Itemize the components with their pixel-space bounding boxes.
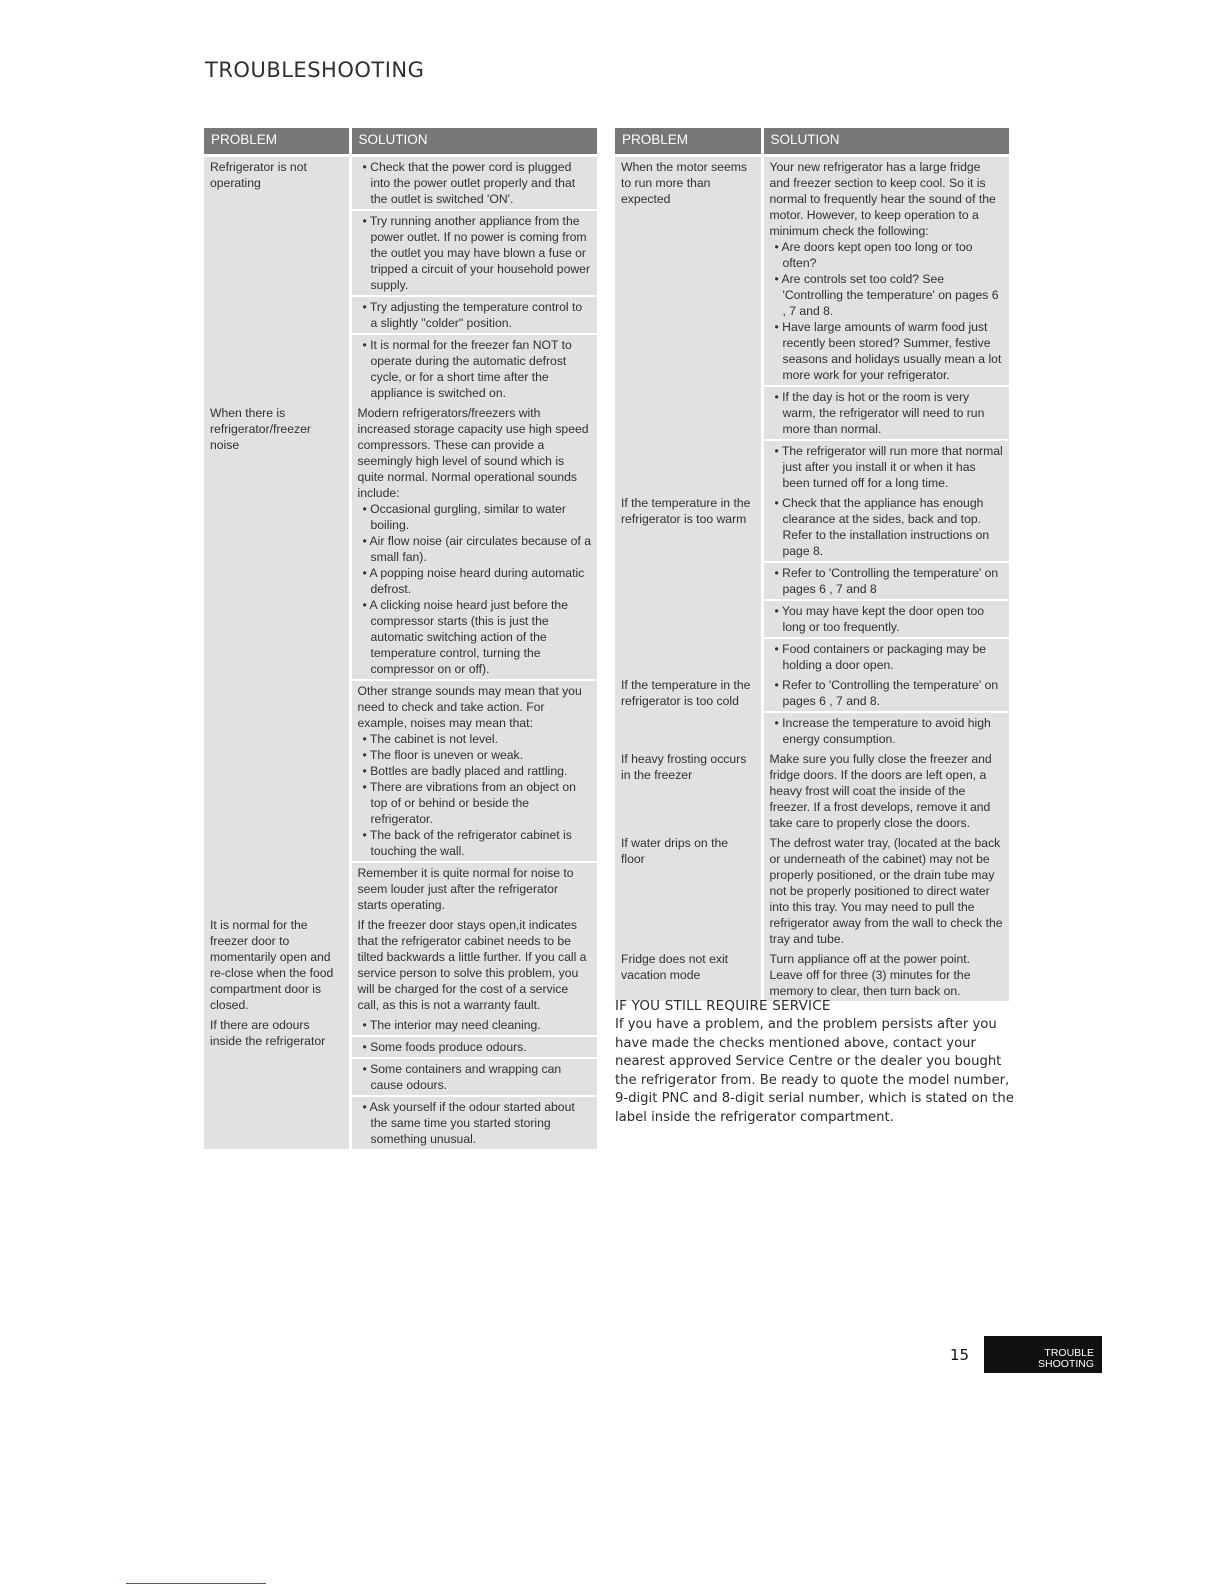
table-row <box>204 403 597 680</box>
problem-cell: It is normal for the freezer door to momentarily open and re-close when the food compartment door is closed. <box>204 915 350 1015</box>
solution-bullet: • Are controls set too cold? See 'Controlling the temperature' on pages 6 , 7 and 8. <box>774 272 999 318</box>
solution-bullet: • Some foods produce odours. <box>362 1040 527 1054</box>
solution-cell <box>350 334 597 403</box>
solution-cell <box>762 440 1009 493</box>
solution-bullet: • Food containers or packaging may be holding a door open. <box>774 642 987 672</box>
solution-bullet: • Check that the power cord is plugged into the power outlet properly and that the outlet is switched 'ON'. <box>362 160 576 206</box>
solution-cell <box>762 749 1009 833</box>
solution-text: Your new refrigerator has a large fridge and freezer section to keep cool. So it is normal to frequently hear the sound of the motor. However, to keep operation to a minimum check the following: <box>769 160 996 238</box>
solution-bullet: • Refer to 'Controlling the temperature' on pages 6 , 7 and 8 <box>774 566 999 596</box>
problem-cell: If the temperature in the refrigerator is too warm <box>615 493 762 675</box>
solution-bullet: • A popping noise heard during automatic defrost. <box>362 566 585 596</box>
table-row <box>615 833 1009 949</box>
page-title: TROUBLESHOOTING <box>205 58 425 82</box>
solution-bullet: • Occasional gurgling, similar to water boiling. <box>362 502 566 532</box>
page-number: 15 <box>950 1346 970 1364</box>
solution-bullet: • Increase the temperature to avoid high energy consumption. <box>774 716 991 746</box>
solution-bullet: • The floor is uneven or weak. <box>362 748 524 762</box>
problem-cell: Refrigerator is not operating <box>204 156 350 404</box>
table-row <box>204 915 597 1015</box>
solution-bullet: • Try adjusting the temperature control to a slightly "colder" position. <box>362 300 583 330</box>
section-tab <box>984 1336 1102 1373</box>
problem-cell: When there is refrigerator/freezer noise <box>204 403 350 915</box>
solution-text: If the freezer door stays open,it indicates that the refrigerator cabinet needs to be tilted backwards a little further. If you call a service person to solve this problem, you will be charged for the cost of a service call, as this is not a warranty fault. <box>357 918 587 1012</box>
solution-bullet: • You may have kept the door open too long or too frequently. <box>774 604 985 634</box>
solution-bullet: • There are vibrations from an object on top of or behind or beside the refrigerator. <box>362 780 576 826</box>
problem-cell: If there are odours inside the refrigerator <box>204 1015 350 1149</box>
table-row <box>204 1015 597 1036</box>
solution-cell <box>350 296 597 334</box>
solution-bullet: • If the day is hot or the room is very warm, the refrigerator will need to run more than normal. <box>774 390 985 436</box>
solution-cell <box>350 915 597 1015</box>
troubleshooting-table-left <box>204 128 597 1149</box>
solution-bullet: • Air flow noise (air circulates because of a small fan). <box>362 534 591 564</box>
solution-bullet: • Have large amounts of warm food just recently been stored? Summer, festive seasons and holidays usually mean a lot more work for your refrigerator. <box>774 320 1002 382</box>
solution-cell <box>762 562 1009 600</box>
solution-bullet: • It is normal for the freezer fan NOT to operate during the automatic defrost cycle, or for a short time after the appliance is switched on. <box>362 338 572 400</box>
solution-bullet: • Bottles are badly placed and rattling. <box>362 764 568 778</box>
solution-cell <box>350 680 597 862</box>
solution-cell <box>762 493 1009 562</box>
solution-bullet: • Try running another appliance from the power outlet. If no power is coming from the outlet you may have blown a fuse or tripped a circuit of your household power supply. <box>362 214 590 292</box>
solution-cell <box>762 712 1009 749</box>
solution-text: Turn appliance off at the power point. Leave off for three (3) minutes for the memory to clear, then turn back on. <box>769 952 971 998</box>
solution-cell <box>350 862 597 915</box>
solution-bullet: • The interior may need cleaning. <box>362 1018 541 1032</box>
solution-header: SOLUTION <box>762 128 1009 156</box>
solution-cell <box>762 156 1009 387</box>
solution-cell <box>350 1036 597 1058</box>
solution-cell <box>350 1058 597 1096</box>
problem-cell: If the temperature in the refrigerator is too cold <box>615 675 762 749</box>
section-tab-line2: SHOOTING <box>1037 1358 1094 1370</box>
footer-link-underline[interactable] <box>126 1583 266 1584</box>
solution-bullet: • Refer to 'Controlling the temperature' on pages 6 , 7 and 8. <box>774 678 999 708</box>
solution-text: Remember it is quite normal for noise to seem louder just after the refrigerator starts operating. <box>357 866 574 912</box>
solution-bullet: • The back of the refrigerator cabinet is touching the wall. <box>362 828 572 858</box>
table-row <box>615 675 1009 712</box>
solution-bullet: • Check that the appliance has enough clearance at the sides, back and top. Refer to the installation instructions on page 8. <box>774 496 990 558</box>
solution-bullet: • The refrigerator will run more that normal just after you install it or when it has been turned off for a long time. <box>774 444 1003 490</box>
solution-bullet: • The cabinet is not level. <box>362 732 498 746</box>
solution-text: Modern refrigerators/freezers with increased storage capacity use high speed compressors. These can provide a seemingly high level of sound which is quite normal. Normal operational sounds include: <box>357 406 589 500</box>
service-section <box>615 998 1015 1127</box>
solution-bullet: • Ask yourself if the odour started about the same time you started storing something unusual. <box>362 1100 575 1146</box>
table-row <box>615 156 1009 387</box>
solution-cell <box>350 403 597 680</box>
solution-text: The defrost water tray, (located at the back or underneath of the cabinet) may not be properly positioned, or the drain tube may not be properly positioned to direct water into this tray. You may need to pull the refrigerator away from the wall to check the tray and tube. <box>769 836 1003 946</box>
table-row <box>615 493 1009 562</box>
problem-cell: If heavy frosting occurs in the freezer <box>615 749 762 833</box>
solution-text: Make sure you fully close the freezer and fridge doors. If the doors are left open, a heavy frost will coat the inside of the freezer. If a frost develops, remove it and take care to properly close the doors. <box>769 752 992 830</box>
problem-cell: If water drips on the floor <box>615 833 762 949</box>
solution-cell <box>762 675 1009 712</box>
solution-cell <box>350 1096 597 1149</box>
problem-cell: Fridge does not exit vacation mode <box>615 949 762 1001</box>
solution-cell <box>350 156 597 211</box>
problem-cell: When the motor seems to run more than expected <box>615 156 762 494</box>
table-row <box>615 749 1009 833</box>
solution-cell <box>350 210 597 296</box>
section-tab-line1: TROUBLE <box>1044 1347 1094 1359</box>
problem-header: PROBLEM <box>204 128 350 156</box>
problem-header: PROBLEM <box>615 128 762 156</box>
service-body: If you have a problem, and the problem persists after you have made the checks mentioned above, contact your nearest approved Service Centre or the dealer you bought the refrigerator from. Be ready to quote the model number, 9-digit PNC and 8-digit serial number, which is stated on the label inside the refrigerator compartment. <box>615 1017 1014 1125</box>
solution-cell <box>762 949 1009 1001</box>
solution-cell <box>762 833 1009 949</box>
table-row <box>615 949 1009 1001</box>
solution-cell <box>762 386 1009 440</box>
solution-bullet: • Are doors kept open too long or too often? <box>774 240 973 270</box>
service-heading: IF YOU STILL REQUIRE SERVICE <box>615 998 831 1014</box>
solution-cell <box>350 1015 597 1036</box>
troubleshooting-table-right <box>615 128 1009 1001</box>
solution-cell <box>762 600 1009 638</box>
solution-cell <box>762 638 1009 675</box>
solution-bullet: • Some containers and wrapping can cause odours. <box>362 1062 562 1092</box>
solution-bullet: • A clicking noise heard just before the compressor starts (this is just the automatic switching action of the temperature control, turning the compressor on or off). <box>362 598 568 676</box>
table-row <box>204 156 597 211</box>
solution-text: Other strange sounds may mean that you need to check and take action. For example, noises may mean that: <box>357 684 582 730</box>
solution-header: SOLUTION <box>350 128 597 156</box>
